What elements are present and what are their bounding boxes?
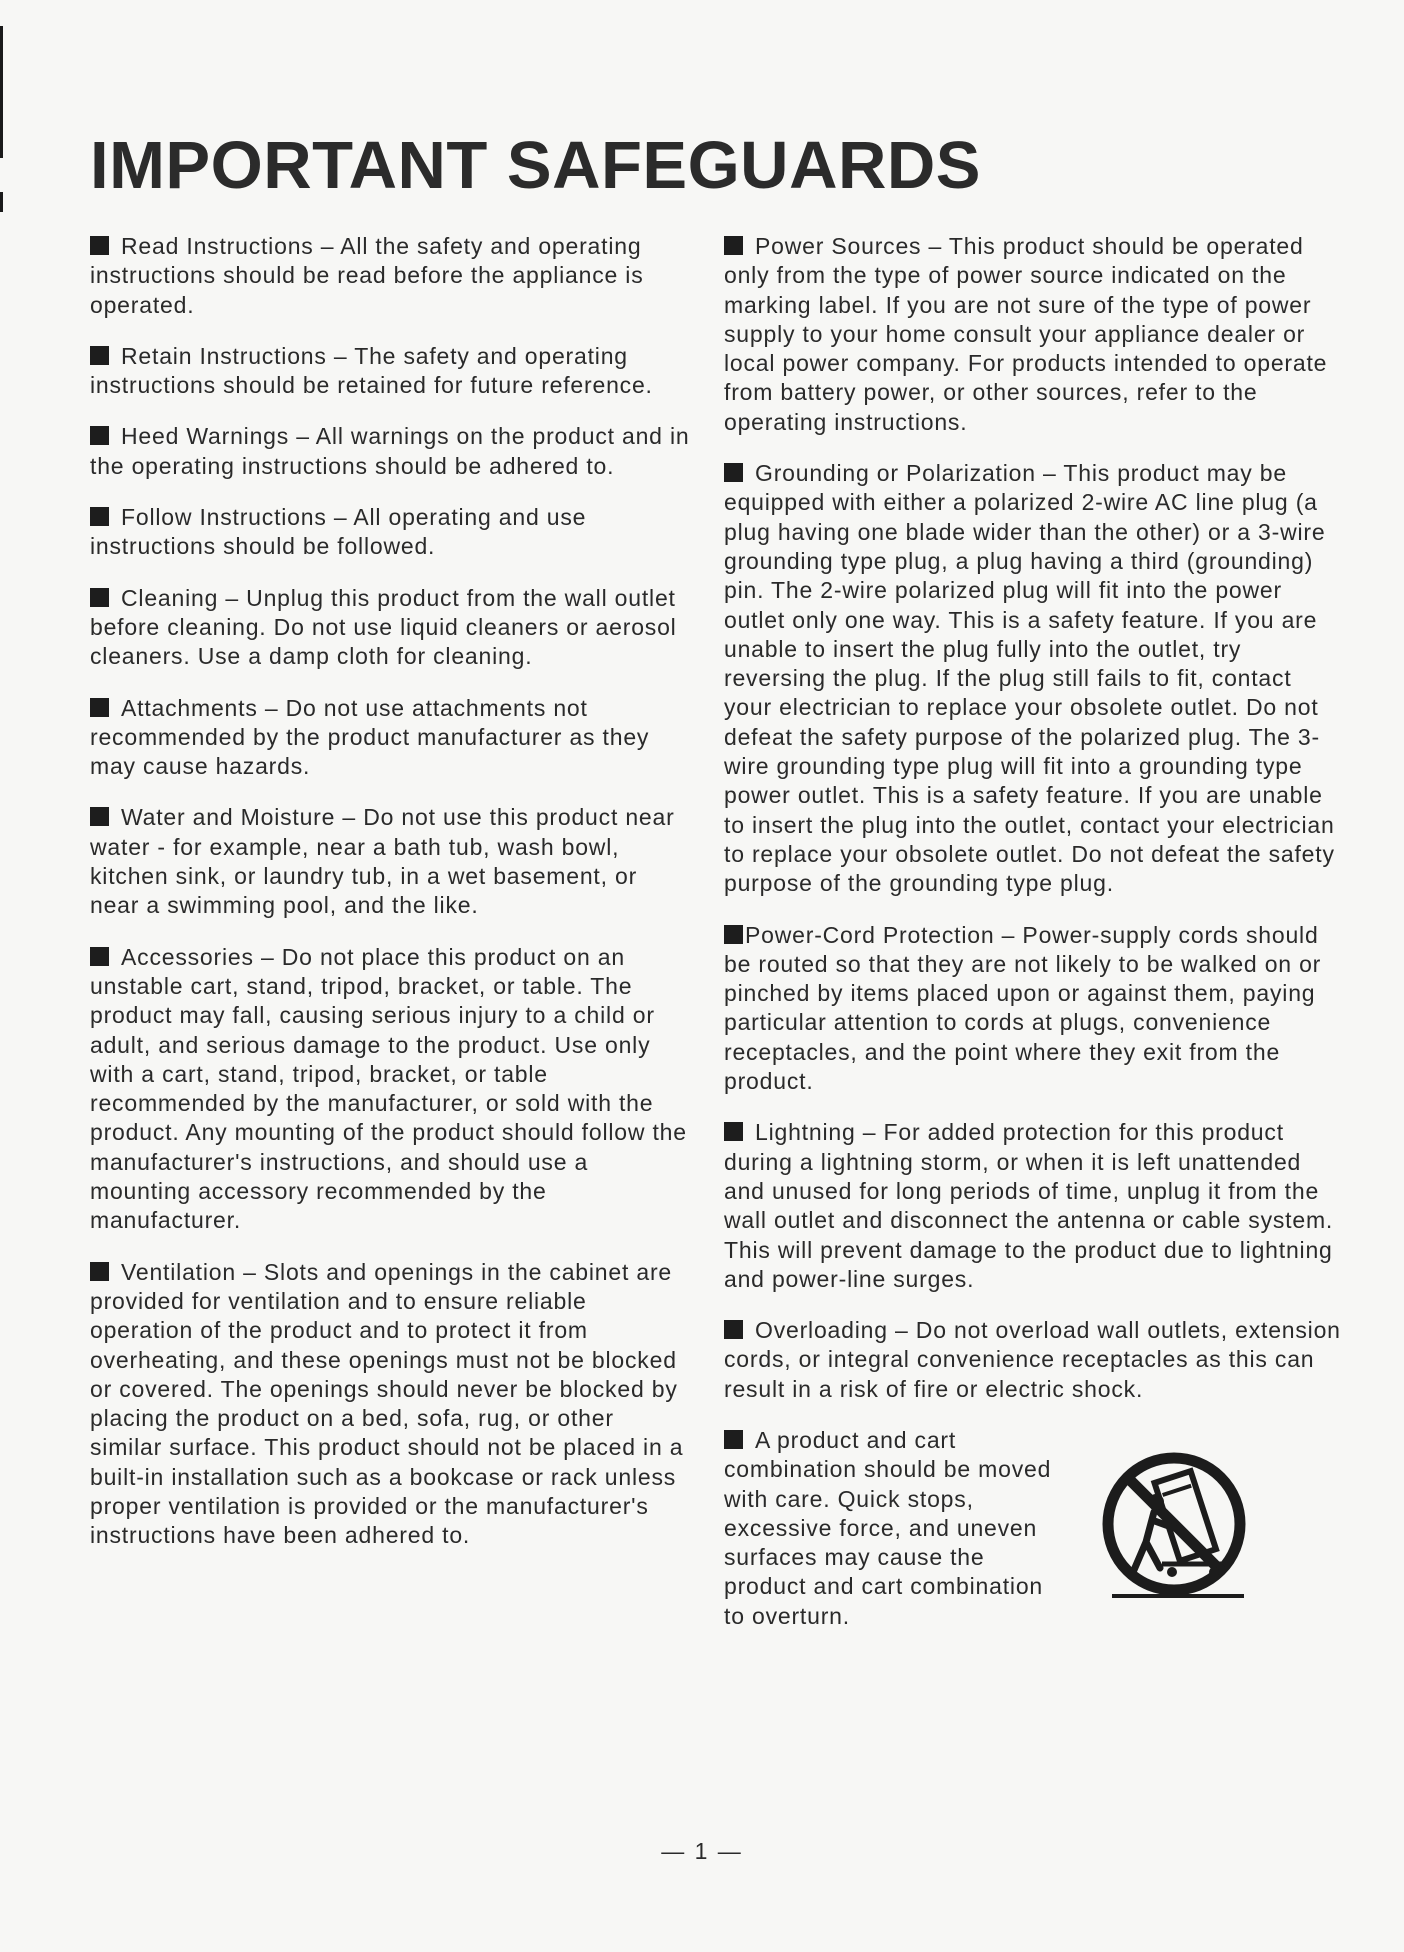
safeguard-accessories [90,943,690,1236]
safeguard-text: Retain Instructions – The safety and operating instructions should be retained for future reference. [90,342,653,399]
safeguard-ventilation [90,1258,690,1551]
square-bullet-icon [90,507,109,526]
page-title: IMPORTANT SAFEGUARDS [90,128,981,203]
safeguard-power-cord-protection [724,921,1344,1097]
safeguard-lightning [724,1118,1344,1294]
safeguard-cleaning [90,584,690,672]
safeguard-text: Water and Moisture – Do not use this product near water - for example, near a bath tub, wash bowl, kitchen sink, or laundry tub, in a wet basement, or near a swimming pool, and the like. [90,804,675,919]
square-bullet-icon [724,236,743,255]
safeguard-read-instructions [90,232,690,320]
safeguard-text: Ventilation – Slots and openings in the cabinet are provided for ventilation and to ensure reliable operation of the product and to protect it from overheating, and these openings must not be blocked or covered. The openings should never be blocked by placing the product on a bed, sofa, rug, or other similar surface. This product should not be placed in a built-in installation such as a bookcase or rack unless proper ventilation is provided or the manufacturer's instructions have been adhered to. [90,1258,684,1549]
left-column [90,232,690,1573]
safeguard-retain-instructions [90,342,690,401]
safeguard-text: Cleaning – Unplug this product from the wall outlet before cleaning. Do not use liquid cleaners or aerosol cleaners. Use a damp cloth for cleaning. [90,584,677,670]
right-column [724,232,1344,1653]
safeguard-cart-text-block [724,1426,1054,1631]
safeguard-heed-warnings [90,422,690,481]
safeguard-text: Power-Cord Protection – Power-supply cords should be routed so that they are not likely to be walked on or pinched by items placed upon or against them, paying particular attention to cords at plugs, convenience receptacles, and the point where they exit from the product. [724,921,1322,1095]
safeguard-text: A product and cart combination should be moved with care. Quick stops, excessive force, and uneven surfaces may cause the product and cart combination to overturn. [724,1426,1052,1629]
safeguard-water-and-moisture [90,803,690,920]
square-bullet-icon [90,346,109,365]
cart-tip-over-warning-icon [1094,1446,1259,1611]
safeguard-text: Attachments – Do not use attachments not recommended by the product manufacturer as they may cause hazards. [90,694,650,780]
square-bullet-icon [90,947,109,966]
safeguard-text: Grounding or Polarization – This product may be equipped with either a polarized 2-wire AC line plug (a plug having one blade wider than the other) or a 3-wire grounding type plug, a plug having a third (grounding) pin. The 2-wire polarized plug will fit into the power outlet only one way. This is a safety feature. If you are unable to insert the plug fully into the outlet, try reversing the plug. If the plug still fails to fit, contact your electrician to replace your obsolete outlet. Do not defeat the safety purpose of the polarized plug. The 3-wire grounding type plug will fit into a grounding type power outlet. This is a safety feature. If you are unable to insert the plug into the outlet, contact your electrician to replace your obsolete outlet. Do not defeat the safety purpose of the grounding type plug. [724,460,1335,897]
square-bullet-icon [724,1320,743,1339]
square-bullet-icon [90,588,109,607]
safeguard-text: Heed Warnings – All warnings on the product and in the operating instructions should be adhered to. [90,423,690,479]
square-bullet-icon [90,807,109,826]
safeguard-follow-instructions [90,503,690,562]
square-bullet-icon [90,1262,109,1281]
safeguard-text: Overloading – Do not overload wall outlets, extension cords, or integral convenience receptacles as this can result in a risk of fire or electric shock. [724,1317,1341,1402]
square-bullet-icon [724,1122,743,1141]
square-bullet-icon [724,1430,743,1449]
square-bullet-icon [90,698,109,717]
safeguard-text: Accessories – Do not place this product on an unstable cart, stand, tripod, bracket, or table. The product may fall, causing serious injury to a child or adult, and serious damage to the product. Use only with a cart, stand, tripod, bracket, or table recommended by the manufacturer, or sold with the product. Any mounting of the product should follow the manufacturer's instructions, and should use a mounting accessory recommended by the manufacturer. [90,943,687,1234]
safeguard-attachments [90,694,690,782]
safeguard-cart [724,1426,1344,1631]
safeguard-power-sources [724,232,1344,437]
safeguard-grounding-or-polarization [724,459,1344,898]
square-bullet-icon [724,925,743,944]
safeguard-text: Power Sources – This product should be operated only from the type of power source indicated on the marking label. If you are not sure of the type of power supply to your home consult your appliance dealer or local power company. For products intended to operate from battery power, or other sources, refer to the operating instructions. [724,233,1328,435]
safeguard-text: Lightning – For added protection for this product during a lightning storm, or when it is left unattended and unused for long periods of time, unplug it from the wall outlet and disconnect the antenna or cable system. This will prevent damage to the product due to lightning and power-line surges. [724,1119,1334,1292]
scan-edge-mark [0,192,3,212]
square-bullet-icon [90,426,109,445]
square-bullet-icon [724,463,743,482]
scan-edge-mark [0,26,3,158]
safeguard-overloading [724,1316,1344,1404]
safeguard-text: Follow Instructions – All operating and use instructions should be followed. [90,504,587,560]
safeguard-text: Read Instructions – All the safety and operating instructions should be read before the appliance is operated. [90,233,644,318]
square-bullet-icon [90,236,109,255]
page-number: — 1 — [661,1838,743,1864]
